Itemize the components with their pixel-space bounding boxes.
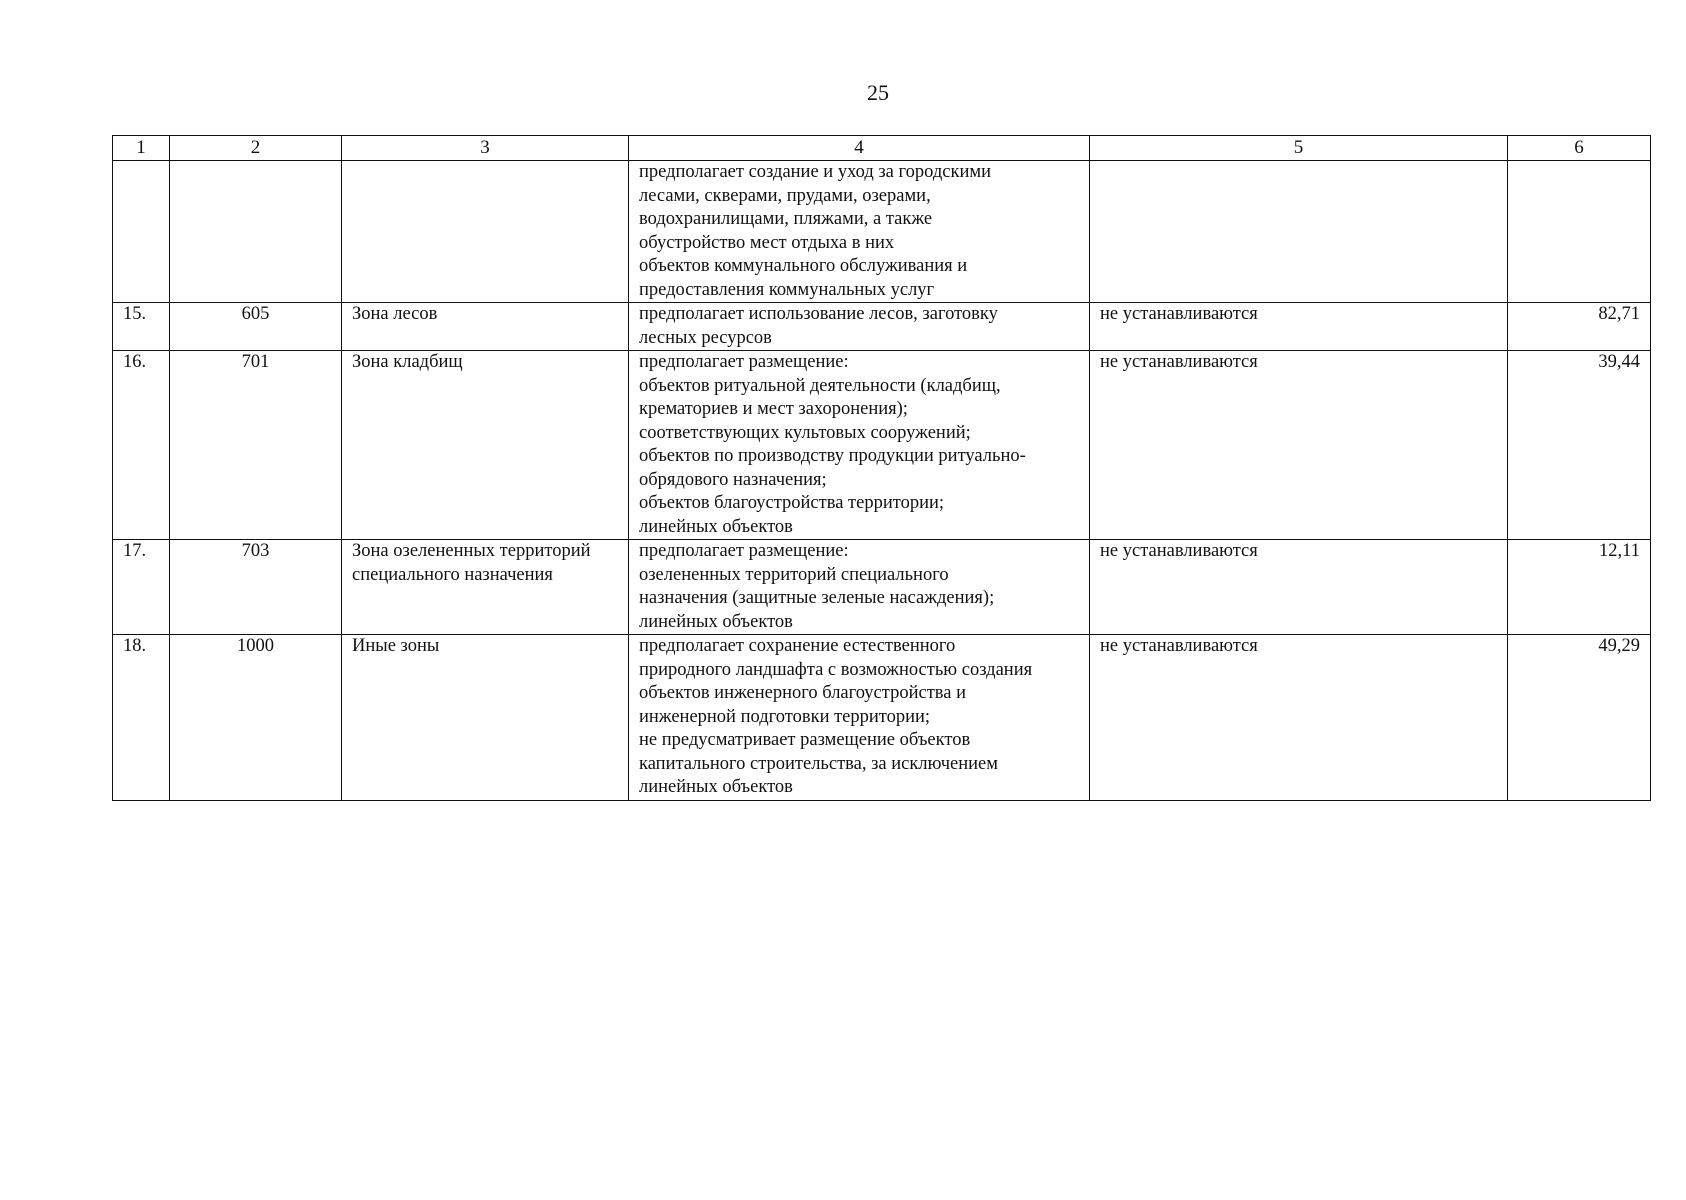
- description-line: водохранилищами, пляжами, а также: [639, 209, 933, 229]
- row-number-cell: 18.: [113, 635, 170, 801]
- description-line: крематориев и мест захоронения);: [639, 399, 908, 419]
- description-line: объектов ритуальной деятельности (кладбищ,: [639, 375, 1001, 396]
- description-line: инженерной подготовки территории;: [639, 706, 931, 727]
- description-line: объектов благоустройства территории;: [639, 493, 945, 513]
- zone-name-line: Иные зоны: [352, 636, 440, 656]
- zone-name-line: Зона лесов: [352, 304, 438, 324]
- zone-code-cell: 701: [170, 351, 342, 540]
- zone-limits-cell: не устанавливаются: [1090, 635, 1508, 801]
- column-number-4: 4: [629, 136, 1090, 161]
- zone-area-cell: 12,11: [1508, 540, 1651, 635]
- description-line: капитального строительства, за исключением: [639, 753, 998, 774]
- zone-code-cell: 703: [170, 540, 342, 635]
- table-row-continuation: [113, 161, 1651, 303]
- description-line: природного ландшафта с возможностью создания: [639, 659, 1033, 680]
- row-number-cell: 15.: [113, 303, 170, 351]
- description-line: назначения (защитные зеленые насаждения);: [639, 588, 995, 608]
- description-line: объектов инженерного благоустройства и: [639, 683, 967, 703]
- column-number-5: 5: [1090, 136, 1508, 161]
- description-line: линейных объектов: [639, 777, 793, 797]
- zone-limits-cell: не устанавливаются: [1090, 540, 1508, 635]
- description-line: не предусматривает размещение объектов: [639, 730, 971, 750]
- zone-description-cell: [629, 303, 1090, 351]
- zone-name-line: Зона озелененных территорий: [352, 541, 591, 561]
- description-line: предоставления коммунальных услуг: [639, 279, 935, 300]
- description-line: лесами, скверами, прудами, озерами,: [639, 185, 931, 206]
- zone-name-cell: [342, 351, 629, 540]
- zone-name-cell: [342, 161, 629, 303]
- column-number-3: 3: [342, 136, 629, 161]
- zone-description-cell: [629, 635, 1090, 801]
- description-line: предполагает сохранение естественного: [639, 636, 956, 656]
- description-line: лесных ресурсов: [639, 327, 772, 348]
- row-number-cell: [113, 161, 170, 303]
- zone-name-line: Зона кладбищ: [352, 352, 463, 372]
- zone-description-cell: [629, 351, 1090, 540]
- zone-limits-cell: не устанавливаются: [1090, 303, 1508, 351]
- zone-name-cell: [342, 540, 629, 635]
- description-line: соответствующих культовых сооружений;: [639, 422, 971, 443]
- page-number: 25: [867, 80, 889, 105]
- zone-code-cell: 1000: [170, 635, 342, 801]
- zone-area-cell: 49,29: [1508, 635, 1651, 801]
- description-line: линейных объектов: [639, 516, 793, 537]
- table-row: [113, 635, 1651, 801]
- description-line: озелененных территорий специального: [639, 564, 949, 585]
- description-line: предполагает создание и уход за городскими: [639, 162, 991, 182]
- table-row: [113, 540, 1651, 635]
- zone-area-cell: 39,44: [1508, 351, 1651, 540]
- zone-limits-cell: [1090, 161, 1508, 303]
- table-row: [113, 303, 1651, 351]
- zone-code-cell: 605: [170, 303, 342, 351]
- description-line: объектов по производству продукции ритуально-: [639, 446, 1026, 466]
- column-number-1: 1: [113, 136, 170, 161]
- column-number-row: [113, 136, 1651, 161]
- row-number-cell: 17.: [113, 540, 170, 635]
- zone-description-cell: [629, 540, 1090, 635]
- zone-name-cell: [342, 635, 629, 801]
- table-row: [113, 351, 1651, 540]
- zone-code-cell: [170, 161, 342, 303]
- zones-table: [112, 135, 1651, 801]
- zone-name-line: специального назначения: [352, 564, 553, 585]
- zone-description-cell: [629, 161, 1090, 303]
- description-line: линейных объектов: [639, 611, 793, 632]
- description-line: предполагает использование лесов, заготовку: [639, 304, 998, 324]
- description-line: обрядового назначения;: [639, 469, 827, 490]
- description-line: предполагает размещение:: [639, 541, 849, 561]
- row-number-cell: 16.: [113, 351, 170, 540]
- description-line: предполагает размещение:: [639, 352, 849, 372]
- column-number-6: 6: [1508, 136, 1651, 161]
- zone-name-cell: [342, 303, 629, 351]
- zone-area-cell: 82,71: [1508, 303, 1651, 351]
- zone-area-cell: [1508, 161, 1651, 303]
- description-line: обустройство мест отдыха в них: [639, 232, 895, 253]
- column-number-2: 2: [170, 136, 342, 161]
- zone-limits-cell: не устанавливаются: [1090, 351, 1508, 540]
- description-line: объектов коммунального обслуживания и: [639, 256, 968, 276]
